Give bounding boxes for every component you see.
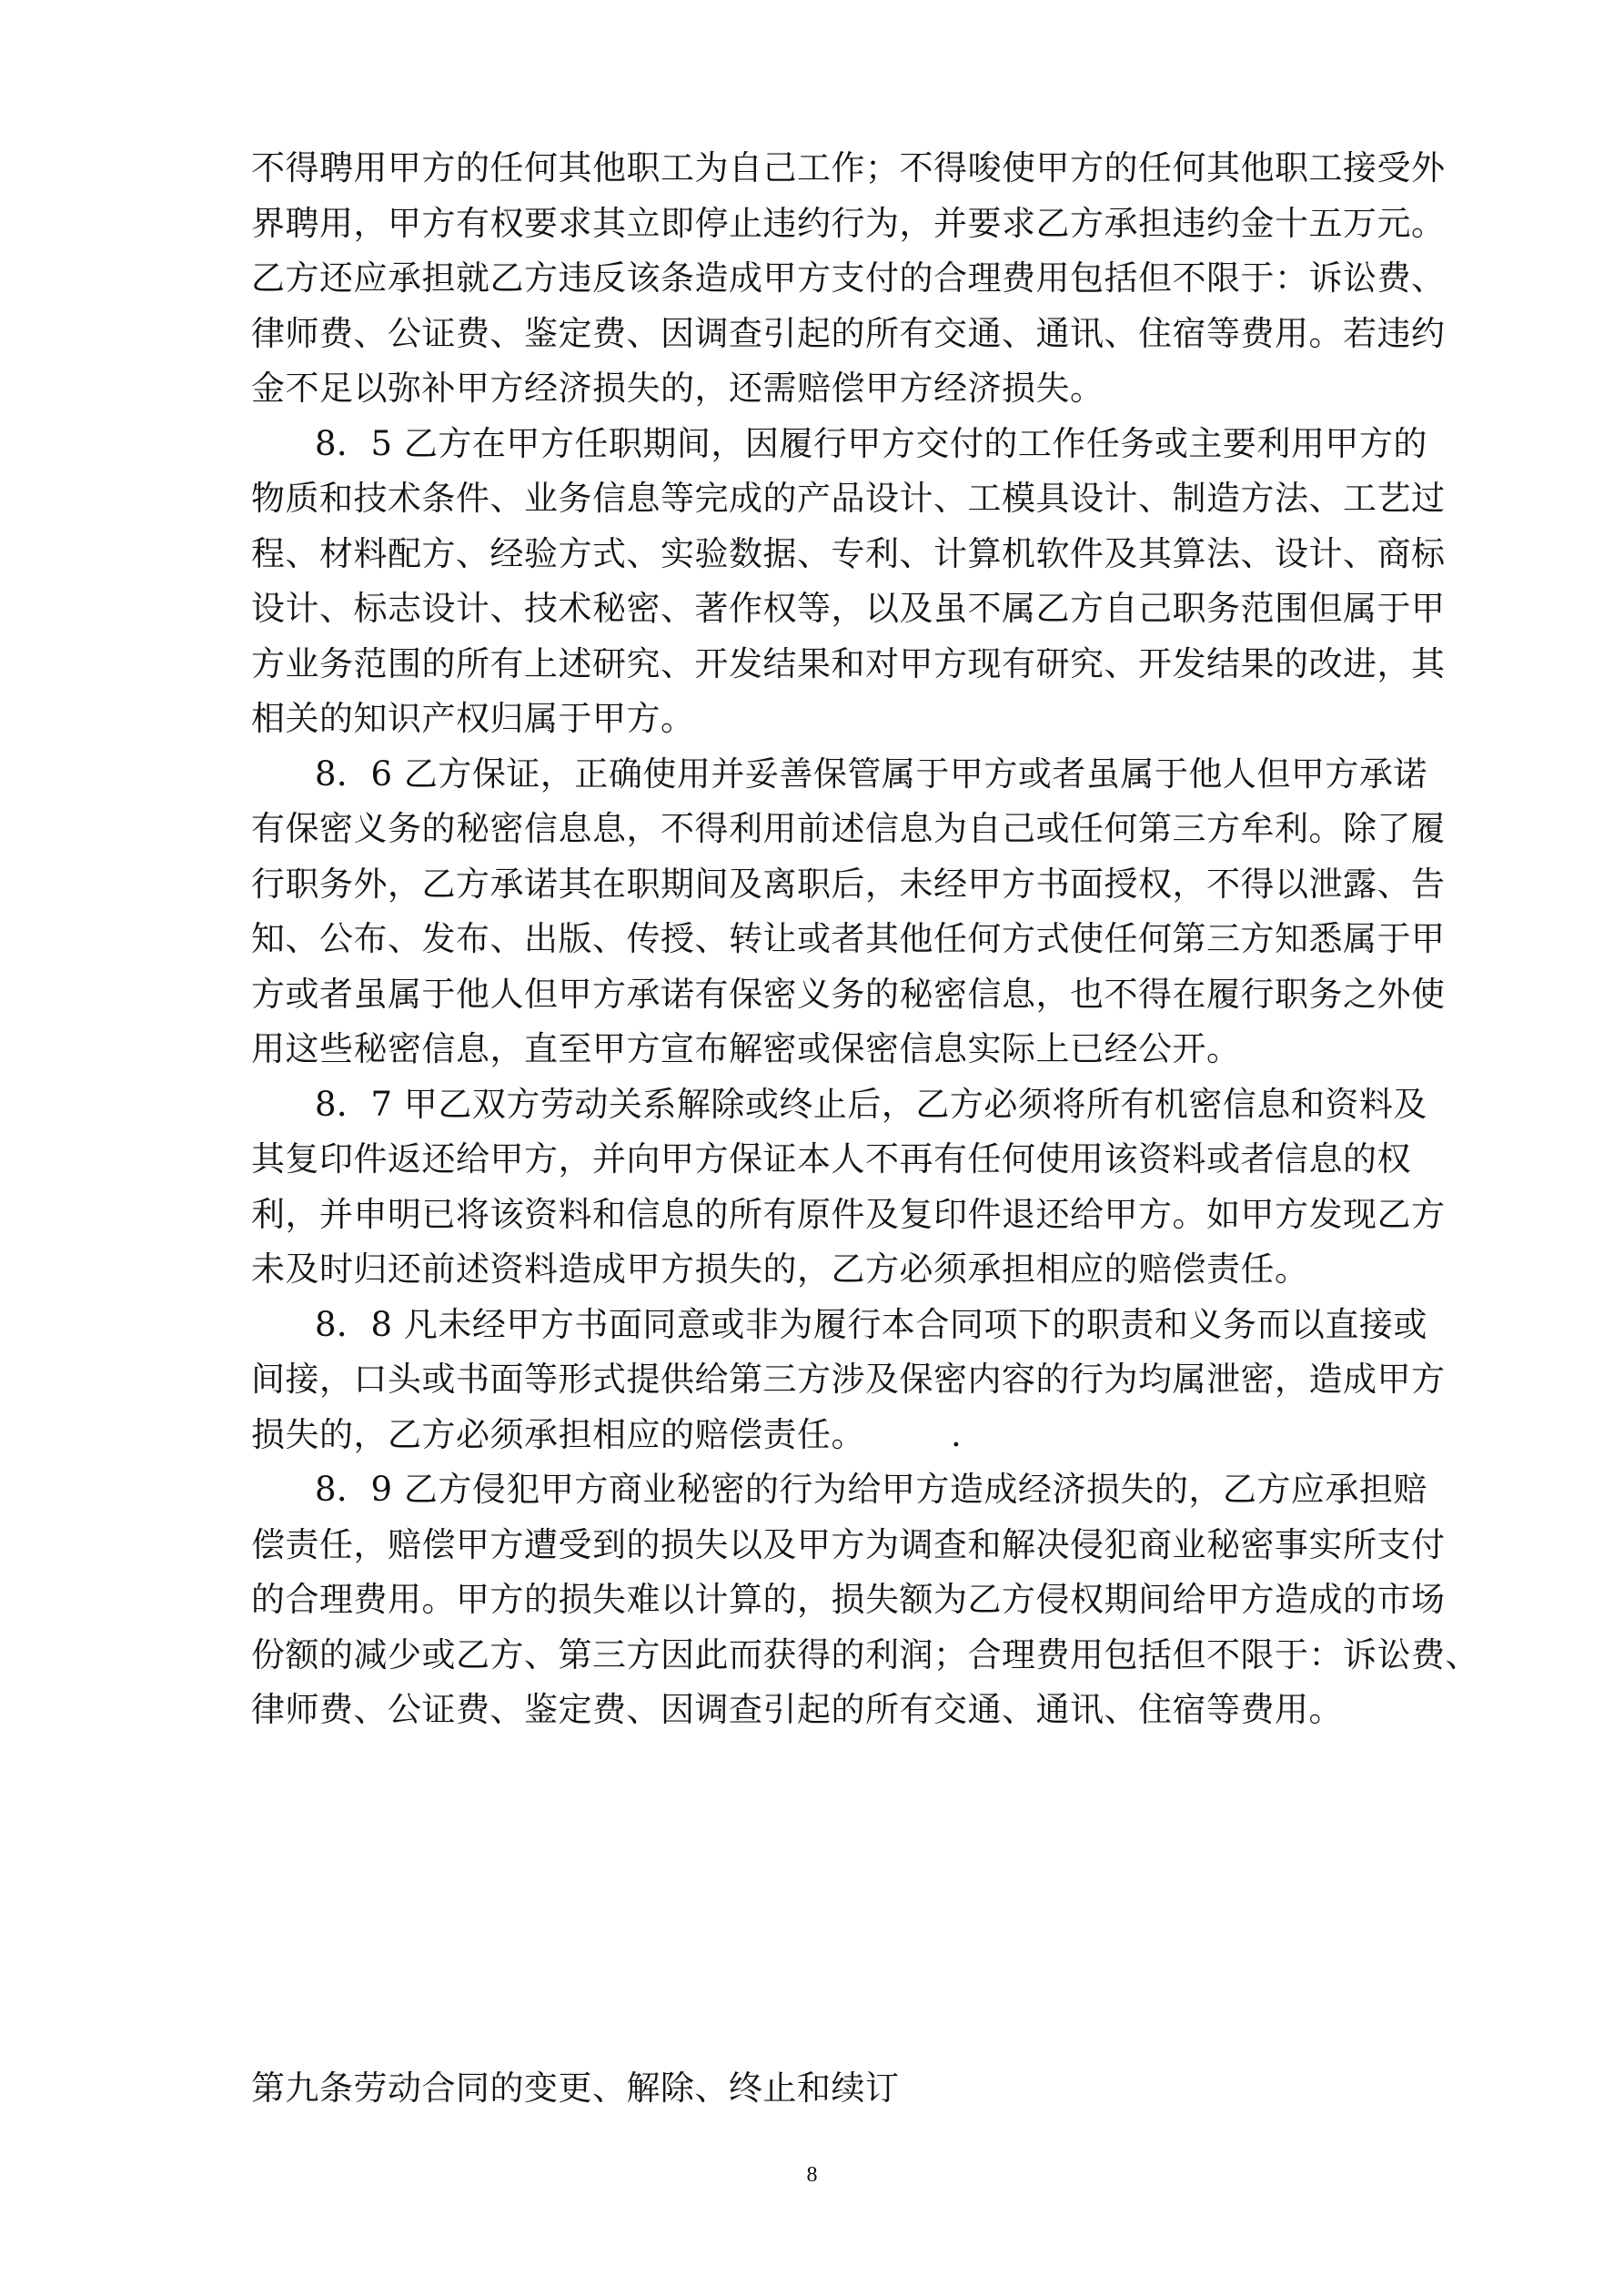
section-heading: 第九条劳动合同的变更、解除、终止和续订 — [251, 2068, 900, 2108]
text-line: 律师费、公证费、鉴定费、因调查引起的所有交通、通讯、住宿等费用。 — [251, 1690, 1343, 1729]
text-line: 行职务外，乙方承诺其在职期间及离职后，未经甲方书面授权，不得以泄露、告 — [251, 864, 1446, 904]
text-line: 界聘用，甲方有权要求其立即停止违约行为，并要求乙方承担违约金十五万元。 — [251, 203, 1446, 243]
text-line: 有保密义务的秘密信息息，不得利用前述信息为自己或任何第三方牟利。除了履 — [251, 809, 1446, 848]
text-line: 的合理费用。甲方的损失难以计算的，损失额为乙方侵权期间给甲方造成的市场 — [251, 1580, 1446, 1619]
text-line: 8．8 凡未经甲方书面同意或非为履行本合同项下的职责和义务而以直接或 — [315, 1304, 1427, 1344]
text-line: 物质和技术条件、业务信息等完成的产品设计、工模具设计、制造方法、工艺过 — [251, 479, 1446, 518]
text-line: 金不足以弥补甲方经济损失的，还需赔偿甲方经济损失。 — [251, 369, 1105, 408]
text-line: 8．7 甲乙双方劳动关系解除或终止后，乙方必须将所有机密信息和资料及 — [315, 1084, 1427, 1124]
text-line: 不得聘用甲方的任何其他职工为自己工作；不得唆使甲方的任何其他职工接受外 — [251, 148, 1446, 187]
text-line: 8．5 乙方在甲方任职期间，因履行甲方交付的工作任务或主要利用甲方的 — [315, 423, 1427, 463]
text-line: 相关的知识产权归属于甲方。 — [251, 699, 695, 738]
text-line: 未及时归还前述资料造成甲方损失的，乙方必须承担相应的赔偿责任。 — [251, 1249, 1309, 1289]
text-line: 用这些秘密信息，直至甲方宣布解密或保密信息实际上已经公开。 — [251, 1029, 1241, 1068]
text-line: 方业务范围的所有上述研究、开发结果和对甲方现有研究、开发结果的改进，其 — [251, 643, 1446, 683]
text-line: 间接，口头或书面等形式提供给第三方涉及保密内容的行为均属泄密，造成甲方 — [251, 1360, 1446, 1399]
text-line: 乙方还应承担就乙方违反该条造成甲方支付的合理费用包括但不限于：诉讼费、 — [251, 258, 1446, 298]
text-line: 知、公布、发布、出版、传授、转让或者其他任何方式使任何第三方知悉属于甲 — [251, 919, 1446, 958]
text-line: 设计、标志设计、技术秘密、著作权等，以及虽不属乙方自己职务范围但属于甲 — [251, 589, 1446, 628]
text-line: 8．6 乙方保证，正确使用并妥善保管属于甲方或者虽属于他人但甲方承诺 — [315, 754, 1427, 794]
text-line: 利，并申明已将该资料和信息的所有原件及复印件退还给甲方。如甲方发现乙方 — [251, 1194, 1446, 1234]
text-line: 8．9 乙方侵犯甲方商业秘密的行为给甲方造成经济损失的，乙方应承担赔 — [315, 1470, 1427, 1509]
text-line: 程、材料配方、经验方式、实验数据、专利、计算机软件及其算法、设计、商标 — [251, 533, 1446, 573]
text-line: 份额的减少或乙方、第三方因此而获得的利润；合理费用包括但不限于：诉讼费、 — [251, 1634, 1479, 1674]
text-line: 损失的，乙方必须承担相应的赔偿责任。 . — [251, 1414, 963, 1454]
text-line: 其复印件返还给甲方，并向甲方保证本人不再有任何使用该资料或者信息的权 — [251, 1139, 1411, 1178]
page-number: 8 — [806, 2163, 818, 2187]
text-line: 偿责任，赔偿甲方遭受到的损失以及甲方为调查和解决侵犯商业秘密事实所支付 — [251, 1524, 1446, 1564]
text-line: 律师费、公证费、鉴定费、因调查引起的所有交通、通讯、住宿等费用。若违约 — [251, 313, 1446, 353]
text-line: 方或者虽属于他人但甲方承诺有保密义务的秘密信息，也不得在履行职务之外使 — [251, 974, 1446, 1014]
